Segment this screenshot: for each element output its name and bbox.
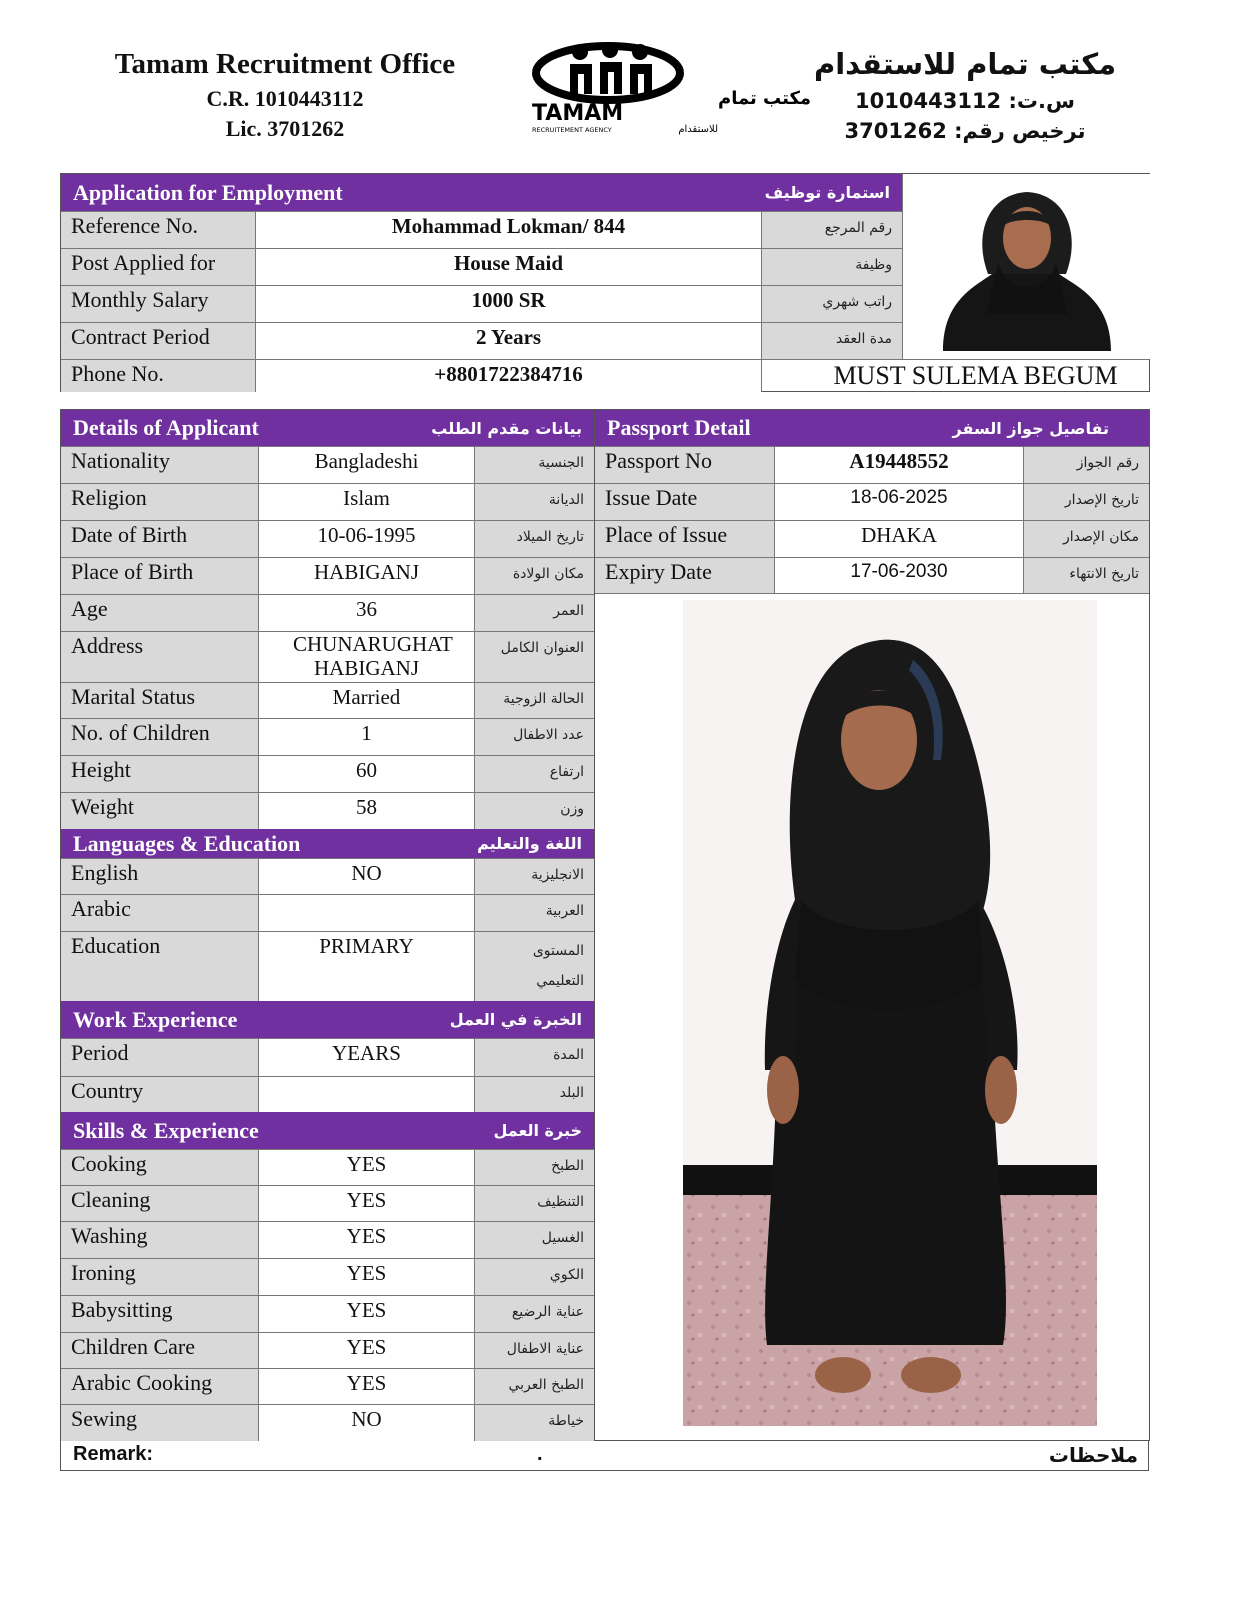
details-title-en: Details of Applicant [73, 415, 259, 440]
passport-label-ar: رقم الجواز [1024, 447, 1149, 483]
passport-title-bar [595, 410, 1149, 446]
details-title-ar: بيانات مقدم الطلب [431, 418, 582, 438]
children-care-value: YES [259, 1333, 475, 1368]
details-row-marital [61, 682, 594, 718]
skills-label-ar: الكوي [475, 1259, 594, 1295]
cr-number-en: C.R. 1010443112 [206, 86, 364, 111]
languages-row-english [61, 858, 594, 894]
cr-number-ar: س.ت: 1010443112 [855, 89, 1075, 113]
application-row-post [61, 248, 902, 285]
details-label: Place of Birth [61, 558, 259, 594]
languages-label: English [61, 859, 259, 894]
details-title-bar [61, 410, 594, 446]
period-value: YEARS [259, 1039, 475, 1076]
skills-label: Washing [61, 1222, 259, 1258]
skills-label-ar: الغسيل [475, 1222, 594, 1258]
work-title-ar: الخبرة في العمل [449, 1010, 582, 1029]
languages-label: Education [61, 932, 259, 1001]
phone-value: +8801722384716 [256, 360, 762, 392]
remark-row [60, 1440, 1149, 1471]
passport-label: Expiry Date [595, 558, 775, 593]
details-label: Weight [61, 793, 259, 829]
passport-row-number [595, 446, 1149, 483]
skills-title-bar [61, 1112, 594, 1149]
languages-label-ar: الانجليزية [475, 859, 594, 894]
skills-label: Cooking [61, 1150, 259, 1185]
sewing-value: NO [259, 1405, 475, 1441]
svg-text:مكتب تمام: مكتب تمام [718, 88, 812, 109]
reference-value: Mohammad Lokman/ 844 [256, 212, 762, 248]
passport-row-expiry [595, 557, 1149, 594]
languages-title-bar [61, 829, 594, 858]
languages-title-en: Languages & Education [73, 830, 301, 856]
details-label-ar: الديانة [475, 484, 594, 520]
details-row-pob [61, 557, 594, 594]
details-row-height [61, 755, 594, 792]
details-label-ar: الجنسية [475, 447, 594, 483]
work-title-en: Work Experience [73, 1006, 238, 1032]
application-title-bar [61, 174, 902, 211]
religion-value: Islam [259, 484, 475, 520]
work-label: Country [61, 1077, 259, 1112]
weight-value: 58 [259, 793, 475, 829]
details-label-ar: العمر [475, 595, 594, 631]
skills-label: Sewing [61, 1405, 259, 1441]
application-label-ar: راتب شهري [762, 286, 902, 322]
license-number-ar: ترخيص رقم: 3701262 [844, 119, 1086, 143]
languages-row-education [61, 931, 594, 1001]
skills-label-ar: عناية الرضيع [475, 1296, 594, 1332]
passport-number-value: A19448552 [775, 447, 1024, 483]
details-row-nationality [61, 446, 594, 483]
skills-row-arabic-cooking [61, 1368, 594, 1404]
skills-title-ar: خبرة العمل [493, 1121, 582, 1140]
details-row-religion [61, 483, 594, 520]
passport-title-ar: تفاصيل جواز السفر [952, 418, 1109, 438]
issue-date-value: 18-06-2025 [775, 484, 1024, 520]
license-number-en: Lic. 3701262 [225, 116, 345, 141]
work-label-ar: المدة [475, 1039, 594, 1076]
skills-row-children-care [61, 1332, 594, 1368]
company-header-ar [800, 42, 1130, 146]
company-header-en [60, 44, 510, 144]
remark-value: . [537, 1443, 543, 1465]
skills-row-cooking [61, 1149, 594, 1185]
details-row-weight [61, 792, 594, 829]
details-label: Date of Birth [61, 521, 259, 557]
passport-label: Issue Date [595, 484, 775, 520]
details-label-ar: تاريخ الميلاد [475, 521, 594, 557]
skills-label-ar: التنظيف [475, 1186, 594, 1221]
details-label-ar: عدد الاطفال [475, 719, 594, 755]
expiry-date-value: 17-06-2030 [775, 558, 1024, 593]
passport-label-ar: تاريخ الإصدار [1024, 484, 1149, 520]
application-row-phone [61, 359, 1149, 392]
work-row-period [61, 1038, 594, 1076]
svg-text:RECRUITEMENT AGENCY: RECRUITEMENT AGENCY [532, 126, 612, 134]
post-value: House Maid [256, 249, 762, 285]
passport-row-place [595, 520, 1149, 557]
company-name-ar: مكتب تمام للاستقدام [813, 47, 1117, 81]
company-name-en: Tamam Recruitment Office [114, 48, 456, 80]
languages-title-ar: اللغة والتعليم [477, 834, 582, 853]
work-label: Period [61, 1039, 259, 1076]
details-label: No. of Children [61, 719, 259, 755]
passport-label-ar: مكان الإصدار [1024, 521, 1149, 557]
languages-label-ar: العربية [475, 895, 594, 931]
passport-section [594, 409, 1150, 1441]
svg-text:TAMAM: TAMAM [532, 101, 624, 126]
details-label-ar: ارتفاع [475, 756, 594, 792]
skills-row-cleaning [61, 1185, 594, 1221]
salary-value: 1000 SR [256, 286, 762, 322]
country-value [259, 1077, 475, 1112]
application-label: Phone No. [61, 360, 256, 392]
application-title-ar: استمارة توظيف [764, 183, 890, 202]
babysitting-value: YES [259, 1296, 475, 1332]
children-value: 1 [259, 719, 475, 755]
details-label: Height [61, 756, 259, 792]
details-label: Age [61, 595, 259, 631]
details-label-ar: الحالة الزوجية [475, 683, 594, 718]
skills-row-ironing [61, 1258, 594, 1295]
cleaning-value: YES [259, 1186, 475, 1221]
application-label: Post Applied for [61, 249, 256, 285]
application-label-ar: مدة العقد [762, 323, 902, 359]
details-row-children [61, 718, 594, 755]
details-section [60, 409, 594, 1441]
application-label: Contract Period [61, 323, 256, 359]
cooking-value: YES [259, 1150, 475, 1185]
skills-label-ar: الطبخ العربي [475, 1369, 594, 1404]
passport-label: Passport No [595, 447, 775, 483]
svg-text:للاستقدام: للاستقدام [678, 124, 718, 135]
washing-value: YES [259, 1222, 475, 1258]
skills-title-en: Skills & Experience [73, 1117, 259, 1143]
application-title-en: Application for Employment [73, 179, 343, 205]
skills-row-sewing [61, 1404, 594, 1441]
passport-label: Place of Issue [595, 521, 775, 557]
remark-label: Remark: [73, 1443, 154, 1465]
candidate-name: MUST SULEMA BEGUM [833, 361, 1118, 390]
passport-row-issue-date [595, 483, 1149, 520]
details-row-address [61, 631, 594, 682]
candidate-headshot [902, 174, 1149, 359]
height-value: 60 [259, 756, 475, 792]
address-value: CHUNARUGHAT HABIGANJ [259, 632, 475, 682]
skills-label-ar: الطبخ [475, 1150, 594, 1185]
application-row-salary [61, 285, 902, 322]
work-label-ar: البلد [475, 1077, 594, 1112]
application-row-reference [61, 211, 902, 248]
arabic-value [259, 895, 475, 931]
age-value: 36 [259, 595, 475, 631]
ironing-value: YES [259, 1259, 475, 1295]
contract-value: 2 Years [256, 323, 762, 359]
tamam-logo [528, 38, 812, 138]
application-section [60, 173, 1150, 392]
details-label: Religion [61, 484, 259, 520]
application-row-contract [61, 322, 902, 359]
application-label-ar: وظيفة [762, 249, 902, 285]
skills-label-ar: عناية الاطفال [475, 1333, 594, 1368]
passport-label-ar: تاريخ الانتهاء [1024, 558, 1149, 593]
application-label: Reference No. [61, 212, 256, 248]
details-row-dob [61, 520, 594, 557]
details-label: Address [61, 632, 259, 682]
work-row-country [61, 1076, 594, 1112]
work-title-bar [61, 1001, 594, 1038]
details-label-ar: وزن [475, 793, 594, 829]
dob-value: 10-06-1995 [259, 521, 475, 557]
languages-row-arabic [61, 894, 594, 931]
languages-label-ar: المستوى التعليمي [475, 932, 594, 1001]
skills-label-ar: خياطة [475, 1405, 594, 1441]
details-label-ar: مكان الولادة [475, 558, 594, 594]
skills-row-babysitting [61, 1295, 594, 1332]
details-row-age [61, 594, 594, 631]
skills-label: Children Care [61, 1333, 259, 1368]
english-value: NO [259, 859, 475, 894]
place-of-issue-value: DHAKA [775, 521, 1024, 557]
details-label: Marital Status [61, 683, 259, 718]
languages-label: Arabic [61, 895, 259, 931]
skills-label: Ironing [61, 1259, 259, 1295]
details-label: Nationality [61, 447, 259, 483]
remark-label-ar: ملاحظات [1048, 1443, 1138, 1467]
arabic-cooking-value: YES [259, 1369, 475, 1404]
candidate-full-photo [683, 600, 1097, 1426]
application-label: Monthly Salary [61, 286, 256, 322]
education-value: PRIMARY [259, 932, 475, 1001]
marital-value: Married [259, 683, 475, 718]
skills-label: Cleaning [61, 1186, 259, 1221]
pob-value: HABIGANJ [259, 558, 475, 594]
details-label-ar: العنوان الكامل [475, 632, 594, 682]
skills-label: Babysitting [61, 1296, 259, 1332]
skills-label: Arabic Cooking [61, 1369, 259, 1404]
application-label-ar: رقم المرجع [762, 212, 902, 248]
passport-title-en: Passport Detail [607, 415, 751, 440]
skills-row-washing [61, 1221, 594, 1258]
nationality-value: Bangladeshi [259, 447, 475, 483]
